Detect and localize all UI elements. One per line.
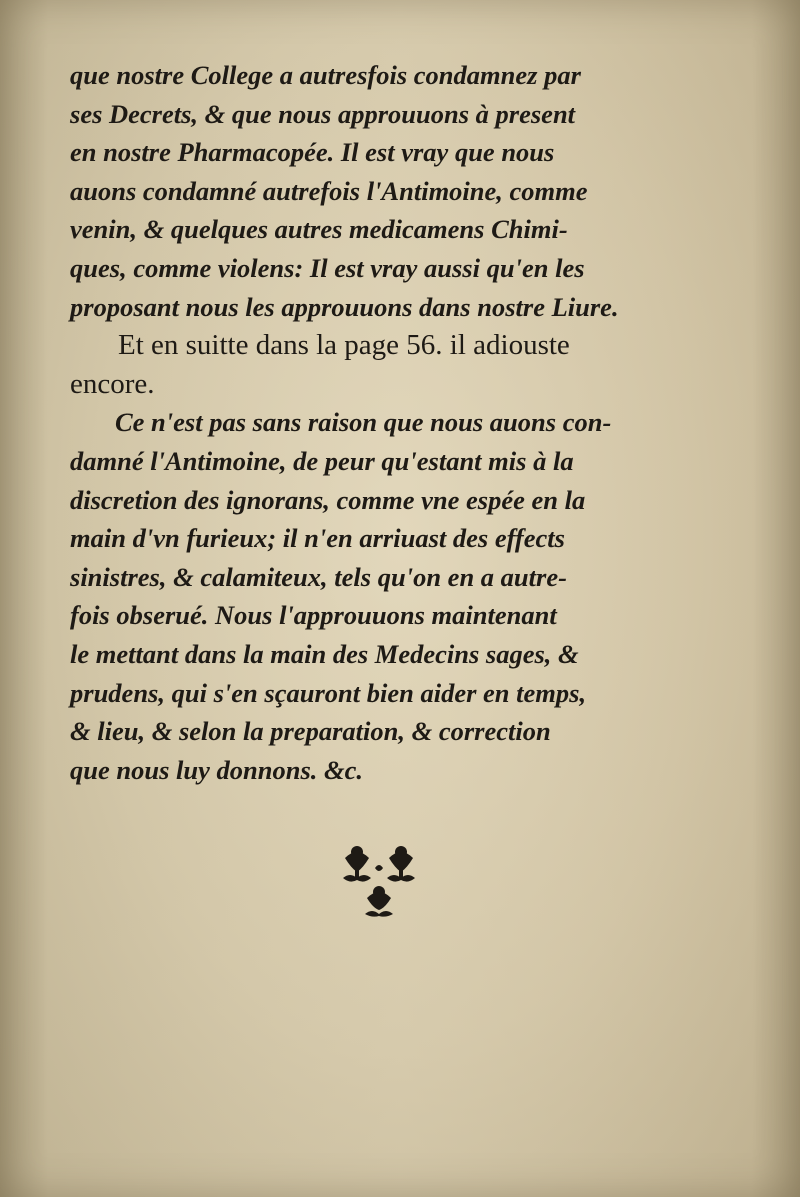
- text-line: sinistres, & calamiteux, tels qu'on en a autre-: [70, 561, 567, 592]
- text-line: proposant nous les approuuons dans nostre Liure.: [70, 291, 619, 322]
- text-line: le mettant dans la main des Medecins sages, &: [70, 638, 579, 669]
- text-line: & lieu, & selon la preparation, & correction: [70, 716, 551, 747]
- text-line: Et en suitte dans la page 56. il adiouste: [118, 329, 570, 362]
- fleuron-ornament-icon: [335, 838, 425, 918]
- text-line: damné l'Antimoine, de peur qu'estant mis à la: [70, 445, 574, 476]
- text-line: Ce n'est pas sans raison que nous auons con-: [115, 407, 612, 438]
- text-line: auons condamné autrefois l'Antimoine, comme: [70, 175, 588, 206]
- text-line: venin, & quelques autres medicamens Chimi-: [70, 214, 568, 245]
- show-through-text: [70, 780, 690, 1080]
- text-line: ses Decrets, & que nous approuuons à present: [70, 98, 576, 129]
- text-line: encore.: [70, 367, 155, 400]
- text-line: prudens, qui s'en sçauront bien aider en temps,: [70, 677, 587, 708]
- text-line: en nostre Pharmacopée. Il est vray que nous: [70, 137, 555, 168]
- text-line: fois obserué. Nous l'approuuons maintenant: [70, 600, 557, 631]
- text-line: que nous luy donnons. &c.: [70, 754, 364, 785]
- main-text: [70, 56, 710, 789]
- text-line: ques, comme violens: Il est vray aussi qu'en les: [70, 252, 585, 283]
- text-line: main d'vn furieux; il n'en arriuast des effects: [70, 523, 565, 554]
- text-line: que nostre College a autresfois condamnez par: [70, 60, 581, 90]
- text-line: discretion des ignorans, comme vne espée en la: [70, 484, 586, 515]
